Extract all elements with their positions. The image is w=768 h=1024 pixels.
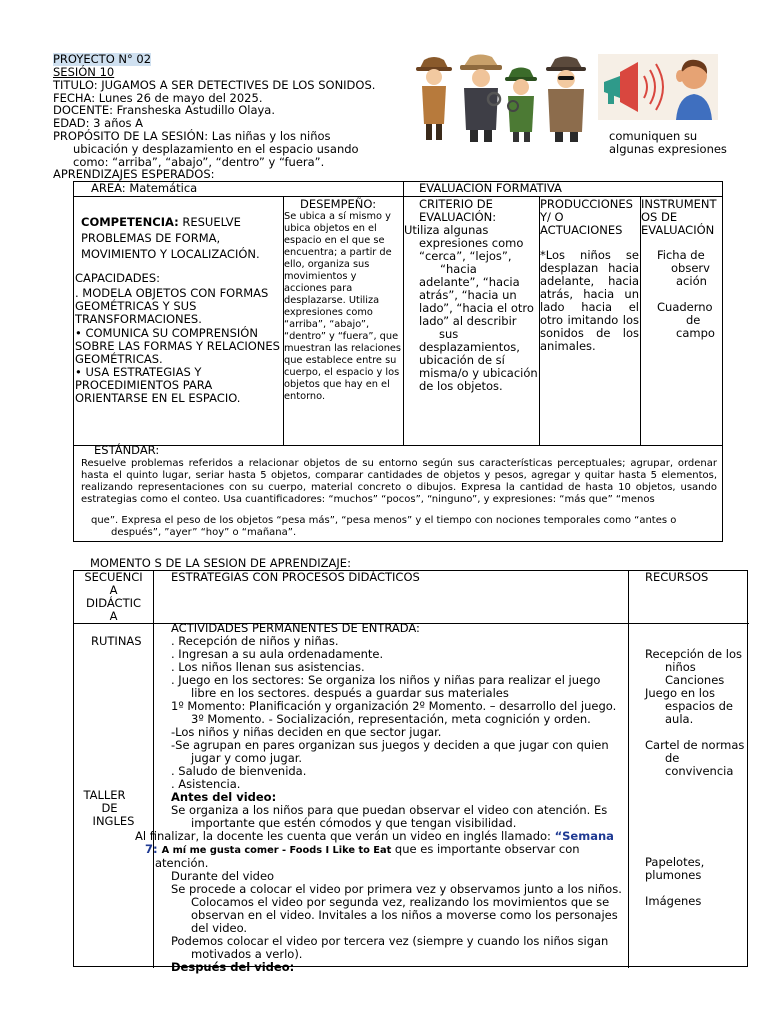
desempeno-text: Se ubica a sí mismo y ubica objetos en el espacio en el que se encuentra; a partir de ello, organiza sus movimientos y acciones para desplazarse. Utiliza expresiones como “arriba”, “abajo”, “dentro” y “fuera”, que muestran las relaciones que establece entre su cuerpo, el espacio y los objetos que hay en el entorno.	[284, 211, 402, 402]
project-number: PROYECTO N° 02	[53, 52, 152, 66]
producciones-header-2: Y/ O	[540, 210, 564, 224]
sequence-header-3: DIDÁCTIC	[85, 596, 142, 610]
capacidad-1a: . MODELA OBJETOS CON FORMAS	[75, 286, 269, 300]
instrumento-line: campo	[676, 326, 715, 340]
resources-content	[645, 648, 749, 908]
strategy-line: . Juego en los sectores: Se organiza los niños y niñas para realizar el juego	[171, 673, 601, 687]
strategy-line: 1º Momento: Planificación y organización 2º Momento. – desarrollo del juego.	[171, 699, 617, 713]
strategy-line: libre en los sectores. después a guardar sus materiales	[191, 686, 509, 700]
strategy-line: . Ingresan a su aula ordenadamente.	[171, 647, 384, 661]
desempeno-header: DESEMPEÑO:	[300, 197, 377, 211]
criterio-line: ubicación de sí	[419, 353, 505, 367]
estandar-text: Resuelve problemas referidos a relacionar objetos de su entorno según sus características perceptuales; agrupar, ordenar hasta el quinto lugar, seriar hasta 5 objetos, comparar cantidades de objetos y pesos, agregar y quitar hasta 5 elementos, realizando representaciones con su cuerpo, material concreto o dibujos. Expresa la cantidad de hasta 10 objetos, usando estrategias como el conteo. Usa cuantificadores: “muchos” “pocos”, “ninguno”, y expresiones: “más que” “menos	[81, 458, 717, 505]
instrumentos-header-1: INSTRUMENT	[641, 197, 717, 211]
competencia-text-2: PROBLEMAS DE FORMA,	[81, 231, 221, 245]
strategy-line: ACTIVIDADES PERMANENTES DE ENTRADA:	[171, 621, 420, 635]
purpose-line-1: PROPÓSITO DE LA SESIÓN: Las niñas y los niños	[53, 129, 331, 143]
strategy-line: motivados a verlo).	[191, 947, 303, 961]
criterio-line: adelante”, “hacia	[419, 275, 520, 289]
criterio-line: expresiones como	[419, 236, 524, 250]
megaphone-listening-illustration	[598, 54, 718, 120]
video-week-number: 7:	[145, 842, 162, 856]
criterio-line: Utiliza algunas	[404, 223, 489, 237]
strategy-line: . Recepción de niños y niñas.	[171, 634, 339, 648]
capacidad-3b: PROCEDIMIENTOS PARA	[75, 378, 213, 392]
competencia-label: COMPETENCIA:	[81, 215, 179, 229]
after-video-heading: Después del video:	[171, 960, 295, 974]
strategy-line: Se organiza a los niños para que puedan observar el video con atención. Es	[171, 803, 608, 817]
capacidad-1b: GEOMÉTRICAS Y SUS	[75, 299, 197, 313]
taller-line: TALLER	[83, 788, 126, 802]
sequence-header-1: SECUENCI	[84, 570, 143, 584]
resource-line: niños	[665, 660, 696, 674]
resource-line: aula.	[665, 712, 694, 726]
criterio-line: desplazamientos,	[419, 340, 520, 354]
strategy-line: que es importante observar con	[391, 842, 580, 856]
strategy-line: -Los niños y niñas deciden en que sector jugar.	[171, 725, 442, 739]
strategy-line: observan en el video. Invitales a los niños a moverse como los personajes	[191, 908, 618, 922]
purpose-right-1: comuniquen su	[609, 129, 698, 143]
criterio-line: “cerca”, “lejos”,	[419, 249, 512, 263]
strategy-line: Al finalizar, la docente les cuenta que verán un video en inglés llamado:	[135, 829, 555, 843]
detective-figure	[505, 68, 537, 143]
resource-line: Papelotes,	[645, 855, 705, 869]
before-video-heading: Antes del video:	[171, 790, 277, 804]
resources-header: RECURSOS	[645, 570, 709, 584]
sequence-header-4: A	[109, 609, 118, 623]
criterio-line: misma/o y ubicación	[419, 366, 538, 380]
strategy-line: jugar y como jugar.	[191, 751, 303, 765]
resource-line: Cartel de normas	[645, 738, 745, 752]
competencia-block	[81, 214, 281, 262]
detective-figure	[460, 55, 502, 143]
taller-label	[74, 789, 153, 828]
estandar-text-2: que”. Expresa el peso de los objetos “pesa más”, “pesa menos” y el tiempo con nociones temporales como “antes o	[91, 515, 677, 526]
video-title-line-2	[145, 843, 627, 857]
strategy-line: . Los niños llenan sus asistencias.	[171, 660, 365, 674]
criterio-header-2: EVALUACIÓN:	[419, 210, 497, 224]
detective-figure	[416, 57, 452, 140]
taller-line: DE	[101, 801, 118, 815]
instrumento-line: Ficha de	[657, 248, 705, 262]
instrumento-line: de	[686, 313, 701, 327]
sequence-header	[74, 571, 153, 623]
resource-line: convivencia	[665, 764, 734, 778]
strategy-line: Se procede a colocar el video por primera vez y observamos junto a los niños.	[171, 882, 622, 896]
competencia-text-1: RESUELVE	[178, 215, 241, 229]
strategies-content	[135, 621, 627, 974]
instrumentos-header	[641, 198, 717, 237]
producciones-header-3: ACTUACIONES	[540, 223, 623, 237]
strategy-line: -Se agrupan en pares organizan sus juegos y deciden a que jugar con quien	[171, 738, 609, 752]
producciones-header-1: PRODUCCIONES	[540, 197, 633, 211]
strategy-line: Colocamos el video por segunda vez, realizando los movimientos que se	[191, 895, 610, 909]
taller-line: INGLES	[92, 814, 135, 828]
rutinas-label: RUTINAS	[91, 634, 142, 648]
instrumento-line: ación	[676, 274, 707, 288]
detective-figure	[546, 57, 586, 143]
instrumento-line: Cuaderno	[657, 300, 713, 314]
strategy-line: del video.	[191, 921, 248, 935]
strategy-line: importante que estén cómodos y que tengan visibilidad.	[191, 816, 517, 830]
strategies-header: ESTRATEGIAS CON PROCESOS DIDÁCTICOS	[171, 570, 420, 584]
estandar-text-3: después”, ”ayer” “hoy” o “mañana”.	[111, 527, 297, 538]
strategy-line: atención.	[155, 856, 209, 870]
instrumentos-header-2: OS DE	[641, 210, 678, 224]
strategy-line: 3º Momento. - Socialización, representación, meta cognición y orden.	[191, 712, 591, 726]
session-number: SESIÓN 10	[53, 65, 115, 79]
capacidades-block	[75, 272, 283, 405]
capacidad-1c: TRANSFORMACIONES.	[75, 312, 202, 326]
area-label: AREA: Matemática	[91, 181, 198, 195]
moments-title: MOMENTO S DE LA SESION DE APRENDIZAJE:	[90, 556, 351, 570]
teacher-name: DOCENTE: Fransheska Astudillo Olaya.	[53, 103, 276, 117]
criterio-header-1: CRITERIO DE	[419, 197, 493, 211]
sequence-header-2: A	[109, 583, 118, 597]
criterio-line: “hacia	[440, 262, 477, 276]
formative-evaluation-header: EVALUACION FORMATIVA	[419, 181, 562, 195]
competencia-text-3: MOVIMIENTO Y LOCALIZACIÓN.	[81, 247, 260, 261]
purpose-right-2: algunas expresiones	[609, 142, 727, 156]
session-moments-table	[73, 570, 748, 974]
during-video-heading: Durante del video	[171, 869, 275, 883]
capacidad-2b: SOBRE LAS FORMAS Y RELACIONES	[75, 339, 280, 353]
expected-learning: APRENDIZAJES ESPERADOS:	[53, 167, 215, 181]
estandar-label: ESTÁNDAR:	[94, 443, 160, 457]
session-title: TITULO: JUGAMOS A SER DETECTIVES DE LOS SONIDOS.	[53, 78, 376, 92]
age-group: EDAD: 3 años A	[53, 116, 144, 130]
criterio-line: de los objetos.	[419, 379, 503, 393]
capacidad-2a: • COMUNICA SU COMPRENSIÓN	[75, 326, 258, 340]
video-title: A mí me gusta comer - Foods I Like to Eat	[161, 845, 392, 856]
criterio-header	[419, 198, 496, 224]
resource-line: Canciones	[665, 673, 725, 687]
capacidades-label: CAPACIDADES:	[75, 271, 160, 285]
strategy-line: . Saludo de bienvenida.	[171, 764, 307, 778]
criterio-line: lado” al describir	[419, 314, 517, 328]
purpose-line-3: como: “arriba”, “abajo”, “dentro” y “fuera”.	[73, 155, 325, 169]
resource-line: Imágenes	[645, 894, 702, 908]
video-week-label: “Semana	[554, 829, 614, 843]
instrumentos-header-3: EVALUACIÓN	[641, 223, 715, 237]
criterio-line: atrás”, “hacia un	[419, 288, 517, 302]
capacidad-3a: • USA ESTRATEGIAS Y	[75, 365, 202, 379]
resource-line: Juego en los	[645, 686, 715, 700]
instrumento-line: observ	[671, 261, 710, 275]
expected-learning-table	[73, 181, 723, 542]
resource-line: plumones	[645, 868, 702, 882]
criterio-text	[404, 224, 540, 393]
session-date: FECHA: Lunes 26 de mayo del 2025.	[53, 91, 263, 105]
instrumentos-list	[641, 249, 721, 340]
capacidad-3c: ORIENTARSE EN EL ESPACIO.	[75, 391, 241, 405]
resource-line: Recepción de los	[645, 647, 742, 661]
strategy-line: . Asistencia.	[171, 777, 241, 791]
resource-line: de	[665, 751, 680, 765]
criterio-line: lado”, “hacia el otro	[419, 301, 534, 315]
producciones-text: *Los niños se desplazan hacia adelante, hacia atrás, hacia un lado hacia el otro imitando los sonidos de los animales.	[540, 248, 639, 353]
criterio-line: sus	[439, 327, 459, 341]
strategy-line: Podemos colocar el video por tercera vez (siempre y cuando los niños sigan	[171, 934, 609, 948]
purpose-line-2: ubicación y desplazamiento en el espacio usando	[73, 142, 359, 156]
resource-line: espacios de	[665, 699, 733, 713]
detectives-illustration	[414, 54, 599, 146]
capacidad-2c: GEOMÉTRICAS.	[75, 352, 163, 366]
producciones-header	[540, 198, 633, 237]
